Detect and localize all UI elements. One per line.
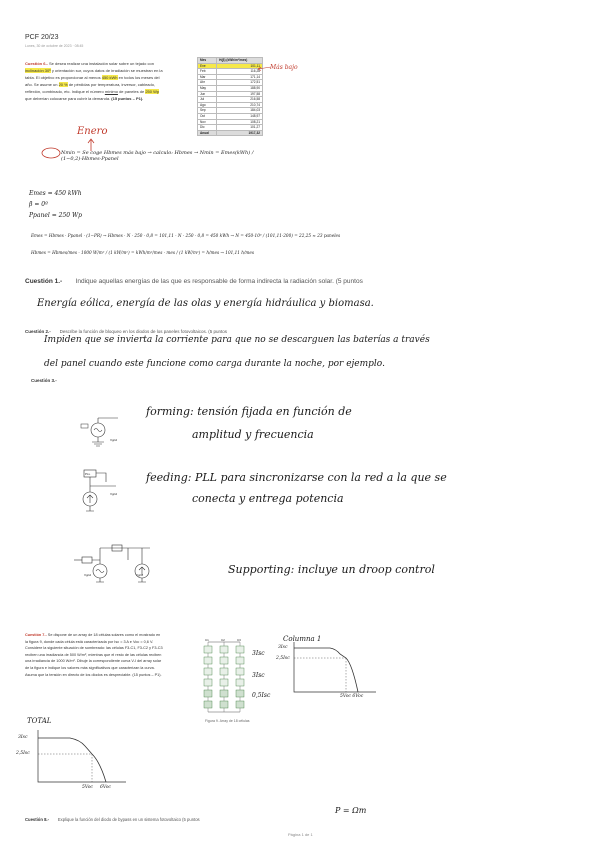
table-cell-month: Jun: [198, 91, 217, 97]
q7-line-5: una irradiancia de 1000 W/m². Dibuje la correspondiente curva V-I del array solar: [25, 659, 162, 664]
question-1-title: Cuestión 1.-: [25, 278, 63, 285]
grid-supporting-circuit: [70, 536, 160, 586]
question-2-text: Describe la función de bloqueo en los diodos de los paneles fotovoltaicos. (5 puntos: [59, 329, 228, 334]
question-2-answer-line-2: del panel cuando este funcione como carga durante la noche, por ejemplo.: [44, 359, 385, 369]
array-annotation-isc-3: 0,5Isc: [252, 692, 271, 699]
table-body: [198, 63, 263, 136]
page-date: Lunes, 30 de octubre de 2023 · 08:45: [25, 44, 84, 48]
forming-description-line-1: forming: tensión fijada en función de: [146, 405, 352, 418]
q6-line-1: Se desea realizar una instalación solar sobre un tejado con: [49, 61, 154, 66]
question-6-label: Cuestión 6.-: [25, 61, 48, 66]
solar-cell: [204, 646, 212, 653]
q6-line-5b: de paneles de: [117, 89, 146, 94]
solar-cell: [220, 668, 228, 675]
table-cell-total-label: Anual: [198, 130, 217, 136]
column-1-axis-voc: 5Voc 6Voc: [340, 694, 364, 699]
q6-underline-min: mínimo: [104, 89, 118, 94]
question-1-answer: Energía eólica, energía de las olas y energía hidráulica y biomasa.: [37, 298, 374, 309]
table-cell-value: 101,27: [217, 125, 263, 131]
table-cell-value: 197,58: [217, 91, 263, 97]
q7-line-7: Asuma que la tensión en directo de los diodos es despreciable. (15 puntos – P1).: [25, 672, 162, 677]
total-iv-curve: [30, 728, 130, 788]
array-annotation-isc-2: 3Isc: [252, 672, 265, 679]
question-1-text: Indique aquellas energías de las que es responsable de forma indirecta la radiación solar. (5 puntos: [75, 278, 363, 285]
table-cell-month: Ene: [198, 63, 217, 69]
table-cell-month: Nov: [198, 119, 217, 125]
feeding-description-line-1: feeding: PLL para sincronizarse con la red a la que se: [146, 471, 447, 484]
table-cell-value: 108,21: [217, 119, 263, 125]
q7-line-1: Se dispone de un array de 18 células solares como el mostrado en: [47, 633, 161, 637]
table-cell-month: Jul: [198, 97, 217, 103]
q6-highlight-wp: 250 Wp: [145, 89, 160, 94]
question-8: [25, 808, 325, 826]
q7-line-3: Considere la siguiente situación de sombreado: las células F3-C1, F3-C2 y F3-C3: [25, 646, 163, 651]
table-cell-value: 148,97: [217, 113, 263, 119]
solar-cell: [204, 657, 212, 664]
solar-cell: [204, 701, 212, 708]
q6-line-4: año. Se asume un: [25, 82, 59, 87]
q6-line-4b: de pérdidas por temperatura, inversor, cableado,: [67, 82, 156, 87]
table-cell-value: 216,58: [217, 97, 263, 103]
table-cell-month: Sep: [198, 108, 217, 114]
table-cell-month: Ago: [198, 102, 217, 108]
table-cell-month: Dic: [198, 125, 217, 131]
table-header-irradiation: H(β) (kWh/m²/mes): [217, 58, 263, 64]
note-ppanel: Ppanel = 250 Wp: [29, 212, 82, 219]
question-2-answer-line-1: Impiden que se invierta la corriente para que no se descarguen las baterías a través: [44, 335, 430, 345]
question-6: [25, 60, 193, 102]
nmin-circle: [41, 147, 61, 159]
table-cell-month: May: [198, 85, 217, 91]
q7-line-6: de la figura e indique los valores más significativos que caracterizan la curva.: [25, 665, 155, 670]
feeding-description-line-2: conecta y entrega potencia: [192, 492, 344, 505]
table-cell-value: 188,90: [217, 85, 263, 91]
question-8-text: Explique la función del diodo de bypass en un sistema fotovoltaico (5 puntos: [57, 817, 200, 822]
array-col-c2: C2: [221, 638, 225, 642]
q6-line-6: que deberían colocarse para cubrir la demanda.: [25, 96, 112, 101]
table-cell-value: 101,11: [217, 63, 263, 69]
array-caption: Figura 9. Array de 18 células: [205, 719, 250, 723]
lowest-annotation: Más bajo: [270, 64, 298, 71]
grid-feeding-circuit: [76, 466, 126, 514]
question-1: [25, 270, 585, 288]
solar-cell: [220, 657, 228, 664]
q6-highlight-energy: 450 kWh: [101, 75, 118, 80]
table-cell-value: 210,74: [217, 102, 263, 108]
table-cell-total-value: 1917,32: [217, 130, 263, 136]
array-annotation-isc-1: 3Isc: [252, 650, 265, 657]
supporting-description: Supporting: incluye un droop control: [228, 563, 435, 576]
column-1-iv-curve: [290, 640, 380, 700]
table-row-total: [198, 130, 263, 136]
table-cell-value: 172,51: [217, 80, 263, 86]
forming-vgrid-label: Vgrid: [110, 438, 118, 442]
column-1-axis-25isc: 2,5Isc: [276, 656, 290, 661]
solar-cell: [204, 668, 212, 675]
irradiation-table: [197, 57, 263, 136]
column-1-axis-3isc: 3Isc: [278, 645, 288, 650]
table-cell-month: Abr: [198, 80, 217, 86]
nmin-calculation: Nmin = Se coge Hbmes más bajo → calculo: Hbmes → Nmin = Emes(kWh) / (1−0,2)·Hbmes·Ppanel: [61, 150, 254, 162]
array-col-c1: C1: [205, 638, 209, 642]
array-col-c3: C3: [237, 638, 241, 642]
table-header-month: Mes: [198, 58, 217, 64]
supporting-vgrid-label-1: Vgrid: [84, 573, 92, 577]
solar-cell: [220, 679, 228, 686]
solar-cell: [220, 701, 228, 708]
table-cell-month: Feb: [198, 69, 217, 75]
feeding-vgrid-label: Vgrid: [110, 492, 118, 496]
q6-line-3b: en todos los meses del: [117, 75, 160, 80]
column-1-label: Columna 1: [283, 635, 322, 643]
solar-cell: [236, 690, 244, 697]
grid-forming-circuit: [78, 410, 122, 448]
supporting-vgrid-label-2: Vgrid: [136, 573, 144, 577]
solar-cell: [204, 679, 212, 686]
solar-cell: [236, 646, 244, 653]
equation-1: Emes = Hbmes · Ppanel · (1−PR) → Hbmes · N · 250 · 0,8 = 101,11 · N · 250 · 0,8 = 450 kWh → N = 450·10³ / (101,11·200) = 22,25 ≈ 23 paneles: [31, 233, 341, 238]
total-axis-5voc: 5Voc: [82, 785, 93, 790]
total-axis-3isc: 3Isc: [18, 735, 28, 740]
solar-cell: [236, 701, 244, 708]
note-emes: Emes = 450 kWh: [29, 190, 82, 197]
total-axis-25isc: 2,5Isc: [16, 751, 30, 756]
question-3-title: Cuestión 3.-: [31, 378, 57, 383]
q7-line-4: reciben una irradiancia de 500 W/m², mientras que el resto de las células reciben: [25, 652, 162, 657]
solar-cell: [236, 657, 244, 664]
total-label: TOTAL: [27, 717, 52, 725]
question-2-title: Cuestión 2.-: [25, 329, 51, 334]
feeding-pll-label: PLL: [85, 472, 91, 476]
q6-points: (15 puntos – P1).: [111, 96, 144, 101]
forming-description-line-2: amplitud y frecuencia: [192, 428, 314, 441]
q7-line-2: la figura 9, donde cada célula está caracterizada por Isc = 3 A e Voc = 0,6 V.: [25, 639, 154, 644]
total-axis-6voc: 6Voc: [100, 785, 111, 790]
solar-cell: [204, 690, 212, 697]
enero-note: Enero: [77, 126, 108, 137]
solar-cell: [220, 646, 228, 653]
table-cell-month: Oct: [198, 113, 217, 119]
solar-cell: [220, 690, 228, 697]
solar-cell: [236, 679, 244, 686]
q6-highlight-losses: 20 %: [58, 82, 68, 87]
note-beta: β = 0º: [29, 201, 48, 208]
equation-2: Hbmes = Hbmes/mes · 1000 W/m² / (1 kW/m²) = kWh/m²/mes · mes / (1 kW/m²) = h/mes → 101,11 h/mes: [31, 250, 254, 255]
q6-line-3: tabla. El objetivo es proporcionar al menos: [25, 75, 102, 80]
table-cell-value: 184,03: [217, 108, 263, 114]
q6-highlight-inclination: inclinación 30º: [25, 68, 51, 73]
table-cell-value: 171,14: [217, 74, 263, 80]
q6-line-5: reflexión, combinado, etc. Indique el número: [25, 89, 105, 94]
arrow-annotation: [256, 64, 272, 72]
q6-line-2: y orientación sur, cuyos datos de irradiación se muestran en la: [50, 68, 163, 73]
page-title: PCF 20/23: [25, 34, 59, 41]
question-7: [25, 632, 193, 678]
question-7-title: Cuestión 7.-: [25, 633, 47, 637]
table-cell-value: 116,28: [217, 69, 263, 75]
solar-cell: [236, 668, 244, 675]
page-footer: Página 1 de 1: [288, 832, 313, 837]
question-8-title: Cuestión 8.-: [25, 817, 49, 822]
question-8-answer: P = Ωm: [335, 806, 367, 815]
table-cell-month: Mar: [198, 74, 217, 80]
